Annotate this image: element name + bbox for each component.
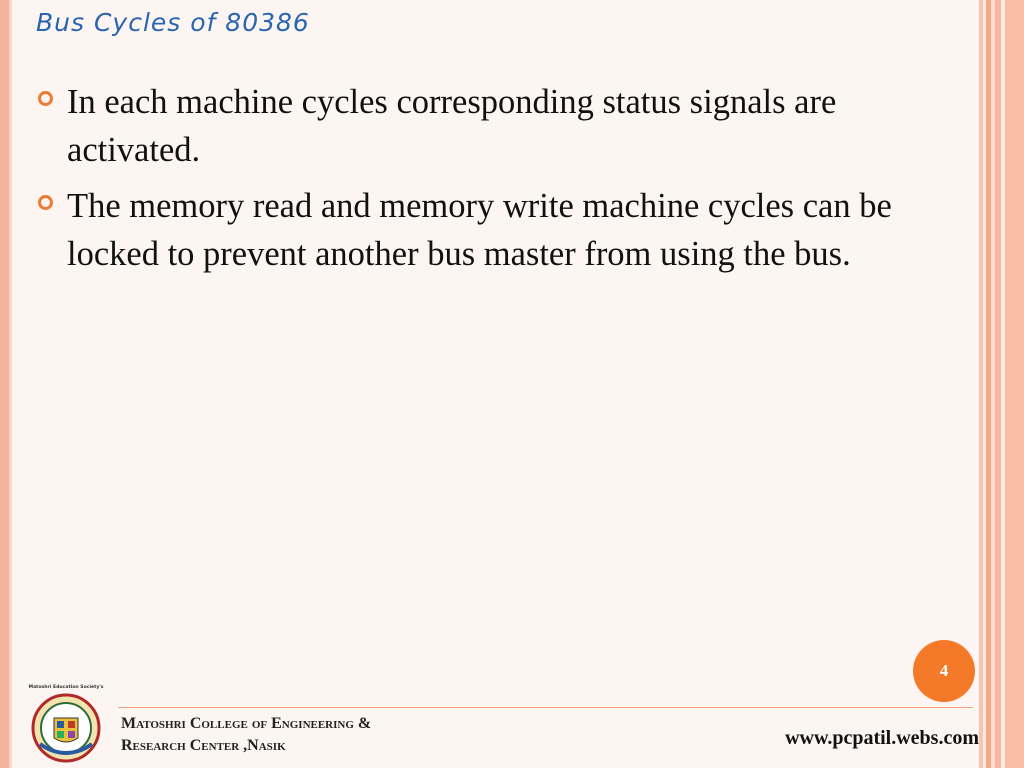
right-border-stripe: [1005, 0, 1024, 768]
page-number: 4: [939, 661, 949, 680]
left-border-highlight: [9, 0, 12, 768]
bullet-list: [38, 78, 968, 286]
website-url: www.pcpatil.webs.com: [785, 727, 979, 749]
college-name-line-1: Matoshri College of Engineering &: [121, 715, 372, 732]
bullet-text: In each machine cycles corresponding status signals are activated.: [67, 83, 837, 169]
logo-caption: Matoshri Education Society's: [28, 685, 104, 690]
bullet-circle-icon: [38, 91, 53, 106]
slide-title: Bus Cycles of 80386: [36, 8, 310, 37]
page-number-badge: [913, 640, 975, 702]
bullet-circle-icon: [38, 195, 53, 210]
left-border-stripe: [0, 0, 9, 768]
bullet-item: [38, 78, 968, 174]
college-name: [121, 713, 371, 757]
bullet-text: The memory read and memory write machine cycles can be locked to prevent another bus master from using the bus.: [67, 187, 892, 273]
bullet-item: [38, 182, 968, 278]
college-seal-icon: [26, 682, 106, 764]
footer-divider: [118, 707, 973, 708]
college-name-line-2: Research Center ,Nasik: [121, 737, 286, 754]
